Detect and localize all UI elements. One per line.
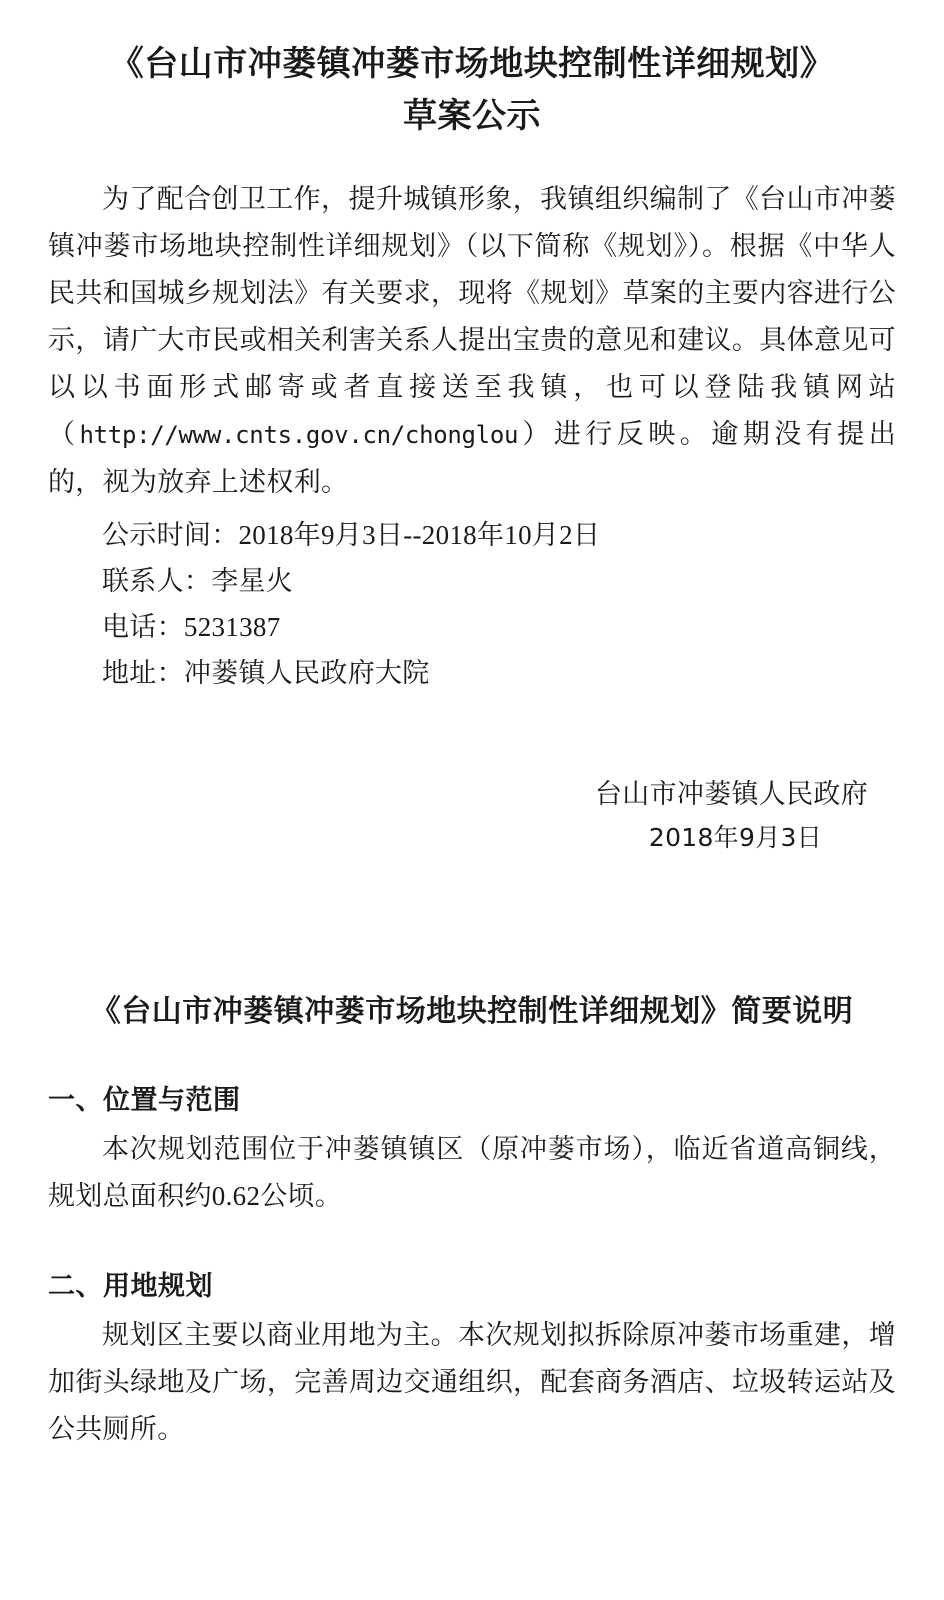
signature-date: 2018年9月3日	[648, 823, 822, 852]
brief-section-2-body: 规划区主要以商业用地为主。本次规划拟拆除原冲蒌市场重建，增加街头绿地及广场，完善周边交通组织，配套商务酒店、垃圾转运站及公共厕所。	[48, 1320, 896, 1444]
notice-info-list	[48, 512, 896, 696]
page-title	[48, 38, 896, 142]
contact-address: 地址：冲蒌镇人民政府大院	[102, 658, 430, 688]
brief-heading: 《台山市冲蒌镇冲蒌市场地块控制性详细规划》简要说明	[90, 994, 854, 1029]
signature-block	[48, 772, 896, 860]
contact-person: 联系人：李星火	[102, 566, 294, 596]
notice-body	[48, 176, 896, 696]
brief-section-1-body: 本次规划范围位于冲蒌镇镇区（原冲蒌市场），临近省道高铜线，规划总面积约0.62公顷。	[48, 1134, 896, 1211]
brief-section-1	[48, 1080, 896, 1220]
signature-organization: 台山市冲蒌镇人民政府	[595, 779, 868, 809]
notice-paragraph-head: 为了配合创卫工作，提升城镇形象，我镇组织编制了《台山市冲蒌镇冲蒌市场地块控制性详细规划》（以下简称《规划》）。根据《中华人民共和国城乡规划法》有关要求，现将《规划》草案的主要内容进行公示，请广大市民或相关利害关系人提出宝贵的意见和建议。具体意见可以以书面形式邮寄或者直接送至我镇，也可以登陆我镇网站（	[48, 184, 896, 449]
brief-section-1-title: 一、位置与范围	[48, 1085, 241, 1116]
publicity-period: 公示时间：2018年9月3日--2018年10月2日	[102, 520, 601, 550]
page-title-line-1: 《台山市冲蒌镇冲蒌市场地块控制性详细规划》	[109, 44, 835, 84]
brief-section-2	[48, 1266, 896, 1453]
notice-paragraph-tail: ）进行反映。逾期没有提出的，视为放弃上述权利。	[48, 419, 896, 497]
contact-phone: 电话：5231387	[102, 612, 281, 642]
brief-section-2-title: 二、用地规划	[48, 1271, 213, 1302]
page-title-line-2: 草案公示	[403, 96, 541, 136]
notice-paragraph	[48, 176, 896, 506]
website-url: http://www.cnts.gov.cn/chonglou	[79, 421, 519, 449]
